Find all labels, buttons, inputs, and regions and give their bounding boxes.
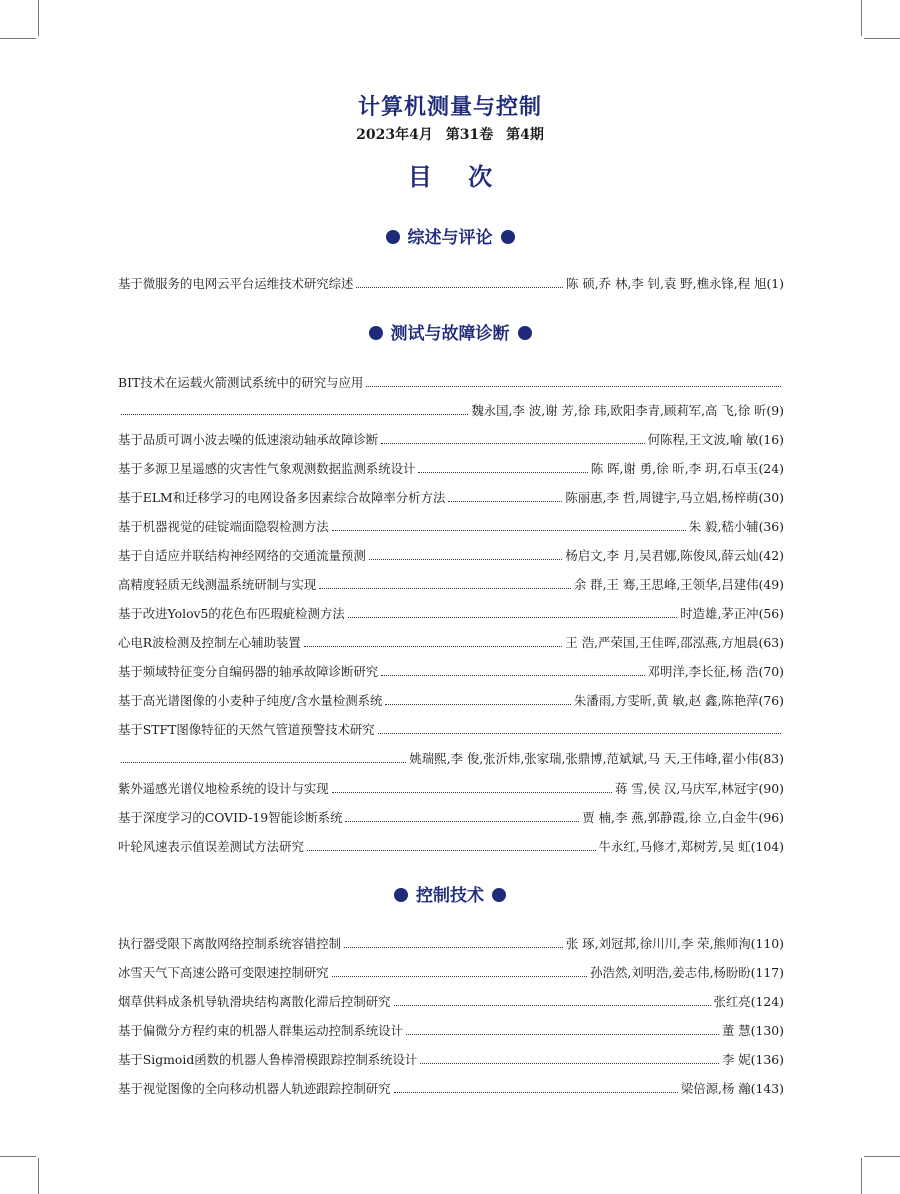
section-title: 控制技术 <box>416 886 484 906</box>
article-authors: 陈丽惠,李 哲,周键宇,马立娼,杨梓萌(30) <box>565 490 784 505</box>
bullet-icon <box>518 326 532 340</box>
toc-entry[interactable] <box>118 1076 784 1098</box>
article-title: 基于机器视觉的硅锭端面隐裂检测方法 <box>118 519 329 534</box>
toc-entry[interactable] <box>118 1018 784 1040</box>
toc-entry[interactable] <box>118 630 784 652</box>
toc-entry[interactable] <box>118 931 784 953</box>
article-title: 基于改进Yolov5的花色布匹瑕疵检测方法 <box>118 606 345 621</box>
article-authors: 杨启文,李 月,吴君娜,陈俊凤,薛云灿(42) <box>565 548 784 563</box>
dot-leader <box>366 386 781 387</box>
toc-entry[interactable] <box>118 1047 784 1069</box>
crop-mark <box>38 0 39 36</box>
article-title: 基于偏微分方程约束的机器人群集运动控制系统设计 <box>118 1023 403 1038</box>
toc-entry[interactable] <box>118 805 784 827</box>
toc-entry[interactable] <box>118 485 784 507</box>
article-authors: 陈 硕,乔 林,李 钊,袁 野,樵永锋,程 旭(1) <box>565 276 784 291</box>
article-title: BIT技术在运载火箭测试系统中的研究与应用 <box>118 375 364 390</box>
article-title: 心电R波检测及控制左心辅助装置 <box>118 635 301 650</box>
dot-leader <box>394 1005 711 1006</box>
crop-mark <box>38 1158 39 1194</box>
dot-leader <box>332 976 588 977</box>
dot-leader <box>356 287 563 288</box>
article-authors: 魏永国,李 波,谢 芳,徐 玮,欧阳李青,顾莉军,高 飞,徐 昕(9) <box>471 403 784 418</box>
dot-leader <box>345 821 579 822</box>
toc-entry[interactable] <box>118 659 784 681</box>
dot-leader <box>394 1092 678 1093</box>
journal-title: 计算机测量与控制 <box>357 95 542 120</box>
article-authors: 孙浩然,刘明浩,姜志伟,杨盼盼(117) <box>590 965 784 980</box>
article-authors: 何陈程,王文波,喻 敏(16) <box>647 432 784 447</box>
article-title: 基于频域特征变分自编码器的轴承故障诊断研究 <box>118 664 379 679</box>
dot-leader <box>378 733 781 734</box>
article-authors: 贾 楠,李 燕,郭静霞,徐 立,白金牛(96) <box>582 810 784 825</box>
dot-leader <box>304 646 563 647</box>
dot-leader <box>406 1034 719 1035</box>
article-authors: 时造雄,茅正冲(56) <box>680 606 784 621</box>
toc-entry[interactable] <box>118 370 784 392</box>
toc-entry[interactable] <box>118 776 784 798</box>
dot-leader <box>332 792 612 793</box>
article-title: 基于视觉图像的全向移动机器人轨迹跟踪控制研究 <box>118 1081 391 1096</box>
article-authors: 邓明洋,李长征,杨 浩(70) <box>647 664 784 679</box>
toc-entry[interactable] <box>118 717 784 739</box>
dot-leader <box>418 472 587 473</box>
article-authors: 张 琢,刘冠邦,徐川川,李 荣,熊师洵(110) <box>565 936 784 951</box>
issue-number: 第4期 <box>506 127 544 143</box>
crop-mark <box>864 1156 900 1157</box>
article-title: 基于Sigmoid函数的机器人鲁棒滑模跟踪控制系统设计 <box>118 1052 418 1067</box>
dot-leader <box>307 850 596 851</box>
toc-entry[interactable] <box>118 746 784 768</box>
section-heading-control <box>0 884 900 908</box>
article-title: 基于自适应并联结构神经网络的交通流量预测 <box>118 548 366 563</box>
toc-entry[interactable] <box>118 960 784 982</box>
article-authors: 张红亮(124) <box>713 994 784 1009</box>
article-authors: 李 妮(136) <box>721 1052 784 1067</box>
toc-entry[interactable] <box>118 271 784 293</box>
section-title: 综述与评论 <box>407 228 493 248</box>
article-title: 基于多源卫星遥感的灾害性气象观测数据监测系统设计 <box>118 461 416 476</box>
bullet-icon <box>501 230 515 244</box>
issue-volume: 第31卷 <box>445 127 494 143</box>
bullet-icon <box>386 230 400 244</box>
dot-leader <box>448 501 562 502</box>
toc-entry[interactable] <box>118 543 784 565</box>
dot-leader <box>319 588 571 589</box>
article-authors: 牛永红,马修才,郑树芳,吴 虹(104) <box>598 839 784 854</box>
dot-leader <box>348 617 678 618</box>
issue-info <box>0 124 900 146</box>
article-authors: 梁倍源,杨 瀚(143) <box>680 1081 784 1096</box>
article-title: 基于ELM和迁移学习的电网设备多因素综合故障率分析方法 <box>118 490 446 505</box>
dot-leader <box>121 762 406 763</box>
bullet-icon <box>369 326 383 340</box>
article-authors: 陈 晖,谢 勇,徐 昕,李 玥,石卓玉(24) <box>590 461 784 476</box>
article-title: 烟草供料成条机导轨滑块结构离散化滞后控制研究 <box>118 994 391 1009</box>
toc-entry[interactable] <box>118 601 784 623</box>
crop-mark <box>0 38 36 39</box>
dot-leader <box>332 530 686 531</box>
bullet-icon <box>394 888 408 902</box>
section-heading-review <box>0 226 900 250</box>
article-authors: 朱潘雨,方雯昕,黄 敏,赵 鑫,陈艳萍(76) <box>573 693 784 708</box>
crop-mark <box>864 38 900 39</box>
article-authors: 董 慧(130) <box>721 1023 784 1038</box>
article-title: 高精度轻质无线测温系统研制与实现 <box>118 577 317 592</box>
dot-leader <box>121 414 468 415</box>
toc-entry[interactable] <box>118 398 784 420</box>
section-heading-testing <box>0 322 900 346</box>
article-title: 基于品质可调小波去噪的低速滚动轴承故障诊断 <box>118 432 379 447</box>
dot-leader <box>369 559 563 560</box>
article-title: 基于高光谱图像的小麦种子纯度/含水量检测系统 <box>118 693 383 708</box>
toc-entry[interactable] <box>118 572 784 594</box>
issue-date: 2023年4月 <box>356 127 433 143</box>
article-title: 基于深度学习的COVID-19智能诊断系统 <box>118 810 343 825</box>
toc-entry[interactable] <box>118 427 784 449</box>
article-authors: 朱 毅,嵇小辅(36) <box>688 519 784 534</box>
article-authors: 余 群,王 骞,王思峰,王领华,吕建伟(49) <box>573 577 784 592</box>
article-authors: 蒋 雪,侯 汉,马庆军,林冠宇(90) <box>614 781 784 796</box>
section-title: 测试与故障诊断 <box>390 324 510 344</box>
article-title: 执行器受限下离散网络控制系统容错控制 <box>118 936 342 951</box>
article-title: 紫外遥感光谱仪地检系统的设计与实现 <box>118 781 329 796</box>
toc-title: 目 次 <box>407 163 507 191</box>
toc-entry[interactable] <box>118 688 784 710</box>
dot-leader <box>344 947 563 948</box>
article-title: 叶轮风速表示值误差测试方法研究 <box>118 839 304 854</box>
dot-leader <box>420 1063 719 1064</box>
article-title: 冰雪天气下高速公路可变限速控制研究 <box>118 965 329 980</box>
page-header <box>0 92 900 192</box>
toc-entry[interactable] <box>118 456 784 478</box>
dot-leader <box>381 675 644 676</box>
dot-leader <box>381 443 644 444</box>
toc-entry[interactable] <box>118 989 784 1011</box>
toc-entry[interactable] <box>118 834 784 856</box>
bullet-icon <box>492 888 506 902</box>
dot-leader <box>385 704 570 705</box>
article-title: 基于STFT图像特征的天然气管道预警技术研究 <box>118 722 375 737</box>
toc-entry[interactable] <box>118 514 784 536</box>
article-authors: 姚瑞熙,李 俊,张沂炜,张家瑞,张鼎博,范斌斌,马 天,王伟峰,翟小伟(83) <box>409 751 784 766</box>
crop-mark <box>861 0 862 36</box>
crop-mark <box>861 1158 862 1194</box>
crop-mark <box>0 1156 36 1157</box>
article-title: 基于微服务的电网云平台运维技术研究综述 <box>118 276 354 291</box>
article-authors: 王 浩,严荣国,王佳晖,邵泓燕,方旭晨(63) <box>565 635 784 650</box>
